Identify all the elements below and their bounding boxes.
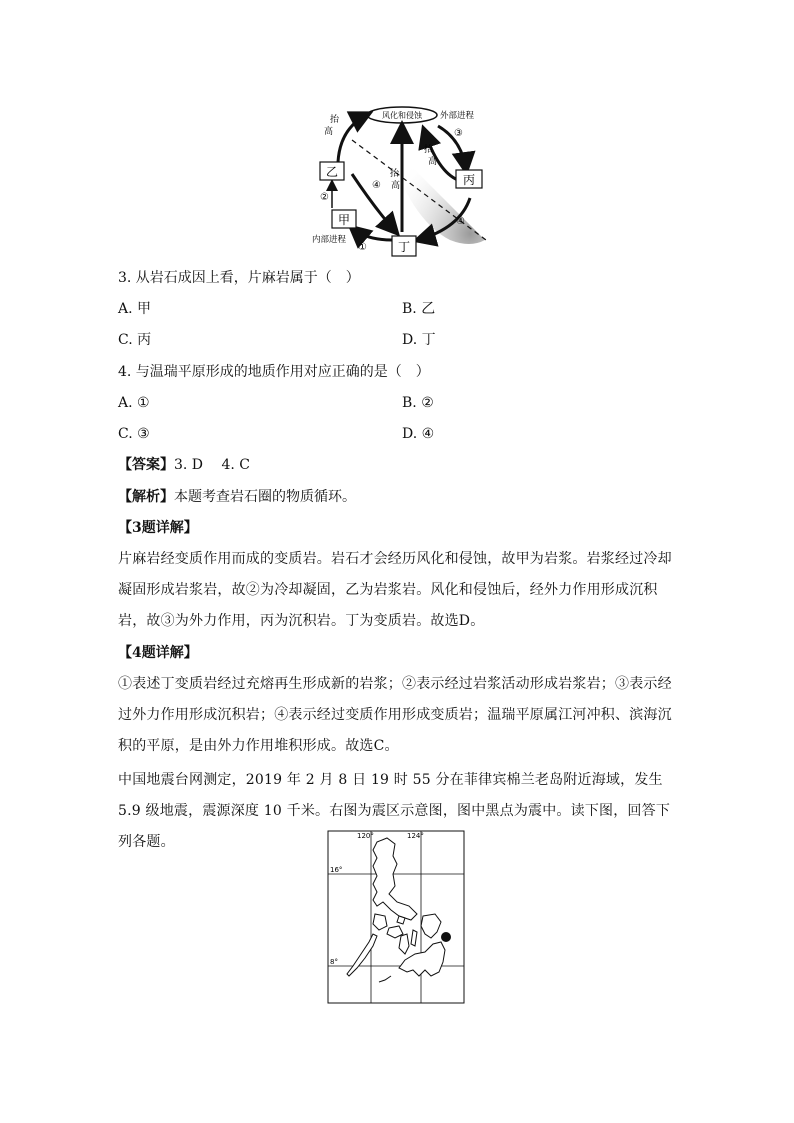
q4-option-a: A. ① [118,395,150,411]
lat-8-label: 8° [330,958,338,966]
q4-option-d: D. ④ [402,426,435,442]
q3-option-c: C. 丙 [118,332,152,348]
detail3-paragraph: 片麻岩经变质作用而成的变质岩。岩石才会经历风化和侵蚀，故甲为岩浆。岩浆经过冷却凝固形成岩浆岩，故②为冷却凝固，乙为岩浆岩。风化和侵蚀后，经外力作用形成沉积岩，故③为外力作用，丙为沉积岩。丁为变质岩。故选D。 [118,551,672,629]
analysis-tag: 【解析】 [118,489,174,505]
uplift-left-a: 抬 [330,115,340,125]
internal-process-label: 内部进程 [312,235,347,245]
q4-option-b: B. ② [402,395,434,411]
num-2: ② [320,192,329,203]
arrow-uplift-left [338,114,368,162]
detail4-paragraph: ①表述丁变质岩经过充熔再生形成新的岩浆；②表示经过岩浆活动形成岩浆岩；③表示经过外力作用形成沉积岩；④表示经过变质作用形成变质岩；温瑞平原属江河冲积、滨海沉积的平原，是由外力作用堆积形成。故选C。 [118,676,672,754]
lon-120-label: 120° [357,832,374,840]
q3-stem: 3. 从岩石成因上看，片麻岩属于（ ） [118,270,360,286]
detail4-heading: 【4题详解】 [118,645,198,661]
earthquake-map [327,830,467,1006]
uplift-right-b: 高 [428,157,438,167]
map-frame [328,831,464,1003]
rock-yi: 乙 [325,165,339,179]
answer-line [118,455,250,475]
lon-124-label: 124° [407,832,424,840]
q3-option-d: D. 丁 [402,332,436,348]
analysis-text: 本题考查岩石圈的物质循环。 [174,489,356,505]
epicenter-dot [441,932,451,942]
analysis-line [118,487,356,507]
answer-tag: 【答案】 [118,457,174,473]
arrow-1 [352,228,392,240]
lat-16-label: 16° [330,866,343,874]
uplift-mid-a: 抬 [390,169,400,179]
q4-option-c: C. ③ [118,426,150,442]
num-4-left: ④ [372,180,381,191]
rock-bing: 丙 [462,173,476,187]
uplift-left-b: 高 [324,127,334,137]
num-1: ① [358,242,367,253]
num-3: ③ [454,128,463,139]
earthquake-paragraph: 中国地震台网测定，2019 年 2 月 8 日 19 时 55 分在菲律宾棉兰老岛附近海域，发生 5.9 级地震，震源深度 10 千米。右图为震区示意图，图中黑点为震中。读下图，回答下列各题。 [118,772,671,850]
weathering-label: 风化和侵蚀 [382,111,422,120]
q3-option-a: A. 甲 [118,301,152,317]
uplift-mid-b: 高 [391,181,401,191]
detail3-heading: 【3题详解】 [118,520,198,536]
visayas-small [397,916,405,924]
num-4-right: ④ [456,216,465,227]
external-process-label: 外部进程 [440,111,475,121]
q4-stem: 4. 与温瑞平原形成的地质作用对应正确的是（ ） [118,364,430,380]
rock-cycle-diagram [310,100,510,260]
rock-ding: 丁 [397,240,411,254]
rock-jia: 甲 [337,213,351,227]
answer-text: 3. D 4. C [174,457,251,473]
q3-option-b: B. 乙 [402,301,436,317]
uplift-right-a: 抬 [424,145,434,155]
